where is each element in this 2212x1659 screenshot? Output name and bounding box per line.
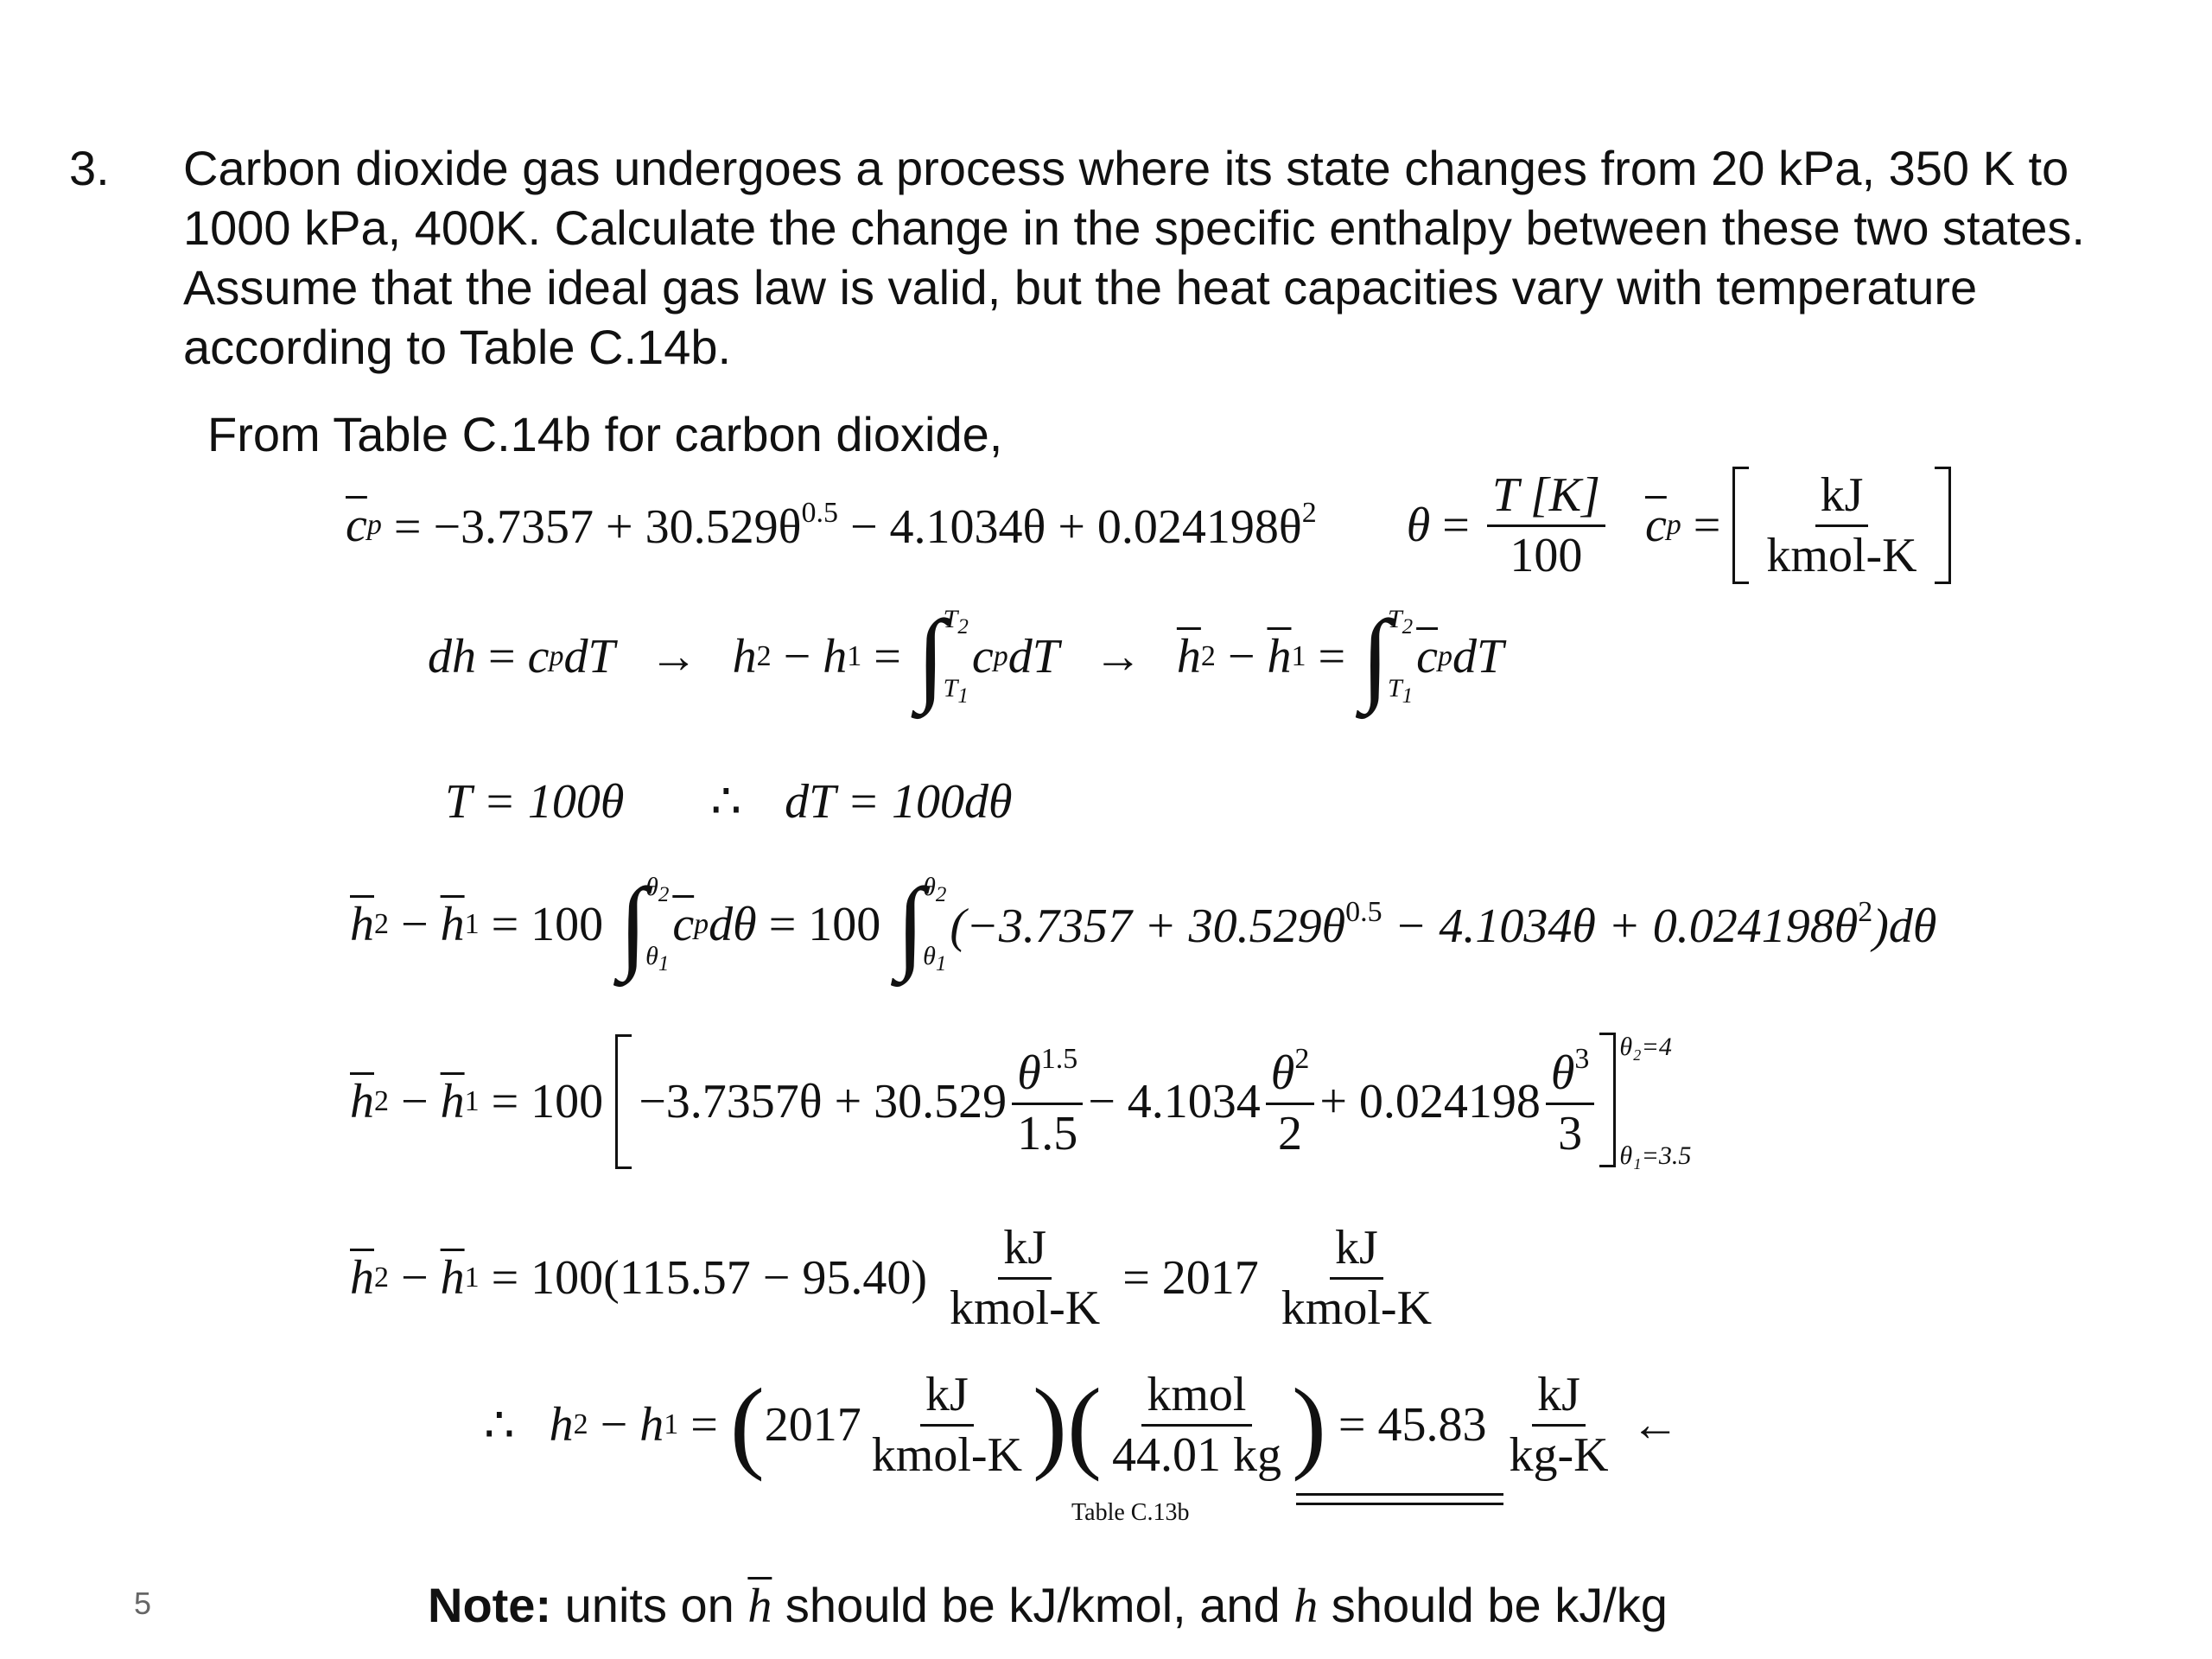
- theta-fraction: $\frac{T [K]}{100}$: [1487, 470, 1605, 582]
- antiderivative-equation: $\overline{h}$ 2 − $\overline{h}$ 1 = 100 −3.7357θ + 30.529 $\frac{\theta^{1.5}}{1.5}$ − 4.1034 $\frac{\theta^2}{2}$ + 0.024198 $\frac{\theta^3}{3}$ θ₂=4 θ₁=3.5: [350, 1033, 1692, 1170]
- molar-enthalpy-result: $\overline{h}$ 2 − $\overline{h}$ 1 = 100(115.57 − 95.40) $\frac{kJ}{\text{kmol-K}}$ = 2017 $\frac{kJ}{\text{kmol-K}}$: [350, 1221, 1433, 1335]
- cp-poly: = $-3.7357 + 30.529\theta^{0.5} - 4.1034\theta + 0.024198\theta^2$: [393, 496, 1317, 554]
- cp-bar-symbol: $\overline{c}$: [346, 499, 367, 552]
- page-number: 5: [134, 1586, 152, 1621]
- t-definition: T = 100θ: [445, 774, 625, 829]
- specific-enthalpy-result: ∴ h 2 − h 1 = ( 2017 $\frac{kJ}{\text{kmol-K}}$ )( $\frac{\text{kmol}}{44.01 kg}$ ) = 45.83 $\frac{kJ}{kg-K}$ ←: [484, 1367, 1680, 1483]
- note-label: Note:: [428, 1578, 552, 1632]
- enthalpy-integral-equation: $\overline{h}$ 2 − $\overline{h}$ 1 = 100 ∫ $\theta_2$ $\theta_1$ $\overline{c}$ p dθ = 100 ∫ $\theta_2$ $\theta_1$ $(-3.7357 + 30.529\theta^{0.5} - 4.1034\theta + 0.024198\theta^2)d\theta$: [350, 867, 1937, 982]
- units-note: Note: units on $\overline{h}$ should be kJ/kmol, and h should be kJ/kg: [428, 1578, 1668, 1633]
- therefore-symbol: ∴: [710, 775, 742, 829]
- cp-equation: $\overline{c}$ p = $-3.7357 + 30.529\theta^{0.5} - 4.1034\theta + 0.024198\theta^2$ θ = $\frac{T [K]}{100}$ $\overline{c}$ p = $\frac{kJ}{\text{kmol-K}}$: [346, 467, 1951, 584]
- table-reference: Table C.13b: [1071, 1499, 1190, 1526]
- dt-definition: dT = 100dθ: [785, 774, 1013, 829]
- solution-intro: From Table C.14b for carbon dioxide,: [207, 407, 1003, 461]
- answer-arrow: ←: [1630, 1398, 1680, 1452]
- cp-units-fraction: $\frac{kJ}{\text{kmol-K}}$: [1766, 467, 1917, 582]
- molar-mass-fraction: $\frac{\text{kmol}}{44.01 kg}$: [1111, 1368, 1281, 1482]
- enthalpy-differential-equation: dh = c p dT → h 2 − h 1 = ∫ $T_2$ $T_1$ c p dT → $\overline{h}$ 2 − $\overline{h}$ 1 = ∫ $T_2$ $T_1$ $\overline{c}$ p dT: [428, 599, 1504, 714]
- final-units-fraction: $\frac{kJ}{kg-K}$: [1509, 1368, 1609, 1482]
- problem-text: Carbon dioxide gas undergoes a process where its state changes from 20 kPa, 350 K to 1000 kPa, 400K. Calculate the change in the specific enthalpy between these two states. Assume that the ideal gas law is valid, but the heat capacities vary with temperature according to Table C.14b.: [183, 141, 2085, 374]
- problem-number: 3.: [69, 141, 110, 195]
- answer-double-underline: [1296, 1493, 1503, 1505]
- temperature-substitution: [445, 773, 1013, 830]
